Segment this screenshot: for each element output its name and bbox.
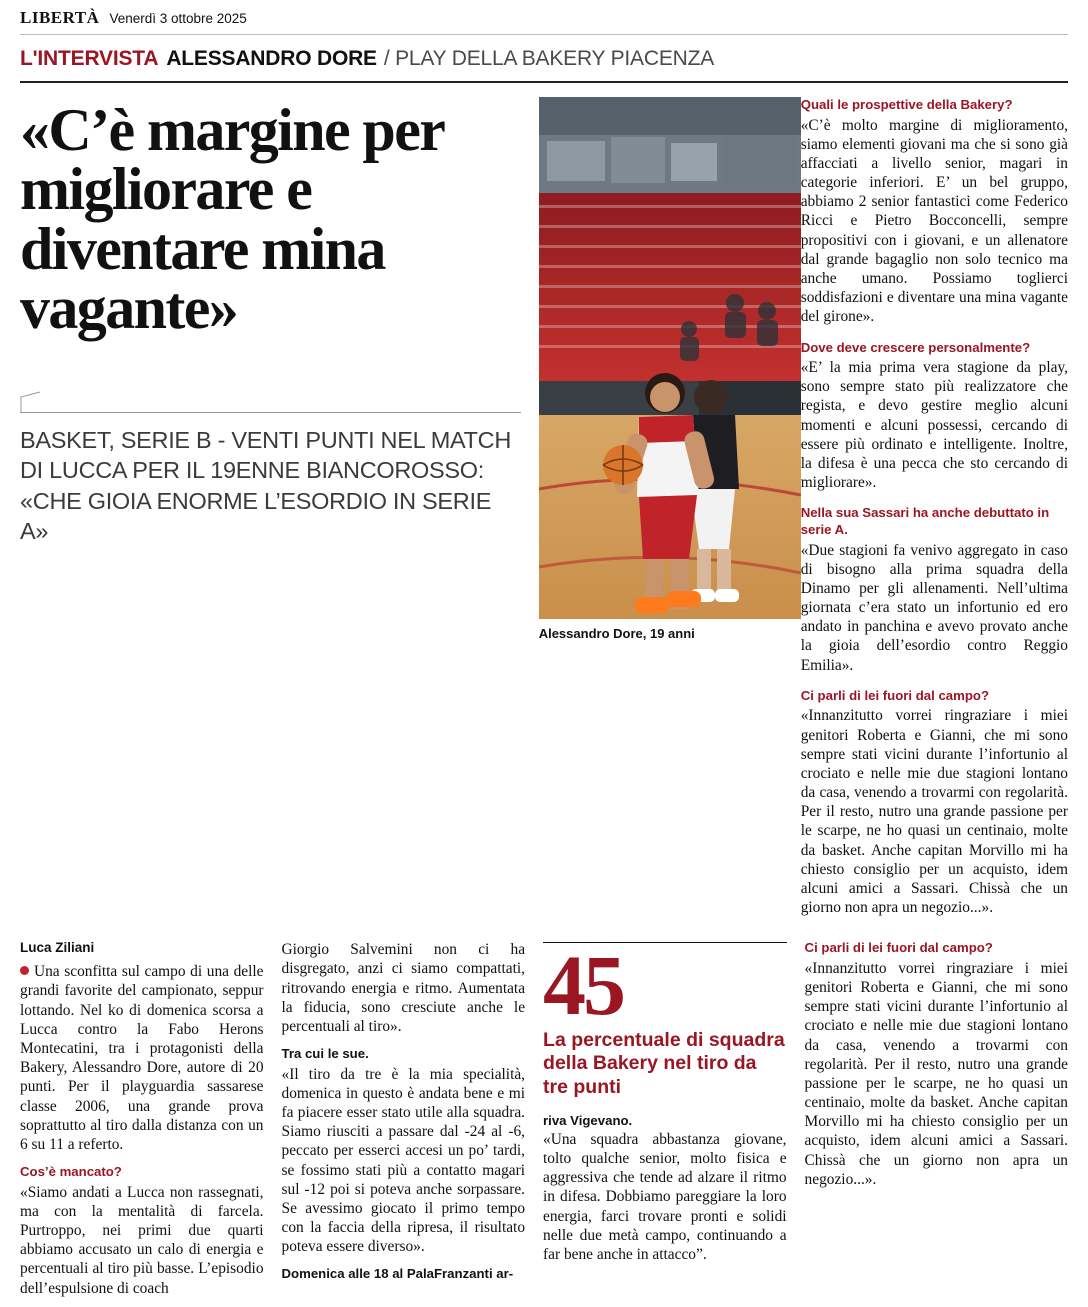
subheadline: BASKET, SERIE B - VENTI PUNTI NEL MATCH DI LUCCA PER IL 19ENNE BIANCOROSSO: «CHE GIOIA ENORME L’ESORDIO IN SERIE A» (20, 426, 512, 545)
number-module-lead: riva Vigevano. (543, 1112, 633, 1128)
article-photo (539, 97, 801, 619)
photo-wrap (539, 97, 783, 619)
number-module (543, 937, 787, 1264)
body-paragraph: «Il tiro da tre è la mia specialità, domenica in questo è andata bene e mi fa piacere esser stato utile alla squadra. Siamo riusciti a passare dal -24 al -6, peccato per esserci accesi un po’ tardi, se fossimo stati più a contatto magari sul -12 poi si poteva anche sorpassare. Se avessimo giocato il primo tempo con la faccia della ripresa, il risultato poteva essere diverso». (281, 1065, 526, 1256)
kicker-name: ALESSANDRO DORE (166, 47, 377, 70)
qa-answer: «Innanzitutto vorrei ringraziare i miei genitori Roberta e Gianni, che mi sono sempre stati vicini durante l’infortunio al crociato e nelle mie due stagioni lontano da casa, venendo a trovarmi con regolarità. Per il resto, nutro una grande passione per le scarpe, ne ho quasi un centinaio, molte da basket. Anche capitan Morvillo mi ha chiesto consiglio per un acquisto, idem alcuni amici a Sassari. Chissà che un giorno non apra un negozio...». (800, 707, 1068, 917)
qa-question: Ci parli di lei fuori dal campo? (804, 940, 993, 956)
sub-question: Tra cui le sue. (281, 1046, 369, 1062)
qa-question: Ci parli di lei fuori dal campo? (800, 687, 990, 703)
qa-item (801, 97, 1068, 327)
page-title: «C’è margine per migliorare e diventare mina vagante» (20, 97, 444, 342)
kicker-label: L'INTERVISTA (20, 47, 159, 70)
body-paragraph-text: Una sconfitta sul campo di una delle grandi favorite del campionato, seppur lottando. Nel ko di domenica scorsa a Lucca contro la Fabo Herons Montecatini, tra i protagonisti della Bakery, Alessandro Dore, autore di 20 punti. Per il playguardia sassarese classe 2006, una grande prova soprattutto al tiro dalla distanza con un 6 su 11 a referto. (20, 963, 264, 1153)
decorative-flag-mark (20, 387, 521, 413)
qa-answer: «Innanzitutto vorrei ringraziare i miei genitori Roberta e Gianni, che mi sono sempre stati vicini durante l’infortunio al crociato e nelle mie due stagioni lontano da casa, venendo a trovarmi con regolarità. Per il resto, nutro una grande passione per le scarpe, ne ho quasi un centinaio, molte da basket. Anche capitan Morvillo mi ha chiesto consiglio per un acquisto, idem alcuni amici a Sassari. Chissà che un giorno non apra un negozio...». (804, 959, 1069, 1188)
body-column-4 (805, 940, 1068, 1306)
qa-question: Quali le prospettive della Bakery? (800, 97, 1013, 112)
qa-question: Nella sua Sassari ha anche debuttato in serie A. (800, 505, 1050, 537)
article-photo-illustration (539, 97, 801, 619)
masthead-date: Venerdì 3 ottobre 2025 (109, 11, 247, 26)
qa-answer: «C’è molto margine di miglioramento, siamo elementi giovani ma che si sono già affacciati a livello senior, magari in categorie inferiori. E’ un bel gruppo, abbiamo 2 senior fantastici come Federico Ricci e Pietro Bocconcelli, sempre propositivi con i giovani, e un allenatore dal grande bagaglio non solo tecnico ma anche umano. Possiamo toglierci soddisfazioni e diventare una mina vagante del girone». (800, 116, 1068, 326)
big-number-description: La percentuale di squadra della Bakery nel tiro da tre punti (543, 1029, 785, 1098)
body-column-1 (20, 940, 282, 1306)
lower-section (0, 930, 1088, 1306)
upper-section (0, 83, 1088, 930)
body-paragraph: Giorgio Salvemini non ci ha disgregato, anzi ci siamo compattati, ritrovando energia e ritmo. Aumentata la fiducia, sono cresciute anche le percentuali al tiro». (281, 941, 526, 1035)
flag-mark-line (20, 412, 521, 413)
qa-item (805, 940, 1068, 1189)
qa-answer: «Due stagioni fa venivo aggregato in caso di bisogno alla prima squadra della Dinamo per gli allenamenti. Nell’ultima giornata c’era stato un infortunio ed ero andato in panchina e avevo provato anche la gioia dell’esordio contro Reggio Emilia». (800, 541, 1068, 674)
body-paragraph (20, 962, 264, 1154)
byline: Luca Ziliani (20, 940, 95, 956)
qa-item (801, 688, 1068, 918)
kicker-rest: / PLAY DELLA BAKERY PIACENZA (383, 47, 715, 70)
kicker (0, 35, 1088, 81)
bullet-dot-icon (20, 966, 29, 975)
jump-line: Domenica alle 18 al PalaFranzanti ar- (281, 1265, 514, 1281)
qa-question: Dove deve crescere personalmente? (800, 339, 1031, 355)
big-number: 45 (543, 937, 624, 1034)
headline-column (20, 97, 539, 930)
qa-column (801, 97, 1068, 930)
masthead (0, 0, 1088, 34)
qa-answer: «E’ la mia prima vera stagione da play, sono sempre stato più realizzatore che regista, e devo gestire meglio alcuni momenti e alcuni possessi, cercando di essere più ordinato e intelligente. Inoltre, la difesa è una pecca che sto cercando di migliorare». (800, 359, 1068, 492)
flag-mark-diagonal-icon (20, 391, 42, 413)
number-module-text: «Una squadra abbastanza giovane, tolto qualche senior, molto fisica e aggressiva che tende ad alzare il ritmo in difesa. Dobbiamo pareggiare la loro energia, farci trovare pronti e solidi nelle due metà campo, continuando a far bene anche in attacco”. (543, 1130, 787, 1263)
sub-question: Cos’è mancato? (20, 1164, 122, 1180)
photo-caption: Alessandro Dore, 19 anni (538, 626, 695, 641)
photo-column (539, 97, 801, 930)
body-column-2 (282, 940, 544, 1306)
qa-item (801, 340, 1068, 493)
number-module-column (543, 937, 805, 1306)
masthead-logo: LIBERTÀ (20, 8, 100, 27)
qa-item (801, 505, 1068, 674)
body-paragraph: «Siamo andati a Lucca non rassegnati, ma con la mentalità di farcela. Purtroppo, nei primi due quarti abbiamo accusato un calo di energia e percentuali al tiro più basse. L’episodio dell’espulsione di coach (20, 1183, 264, 1297)
